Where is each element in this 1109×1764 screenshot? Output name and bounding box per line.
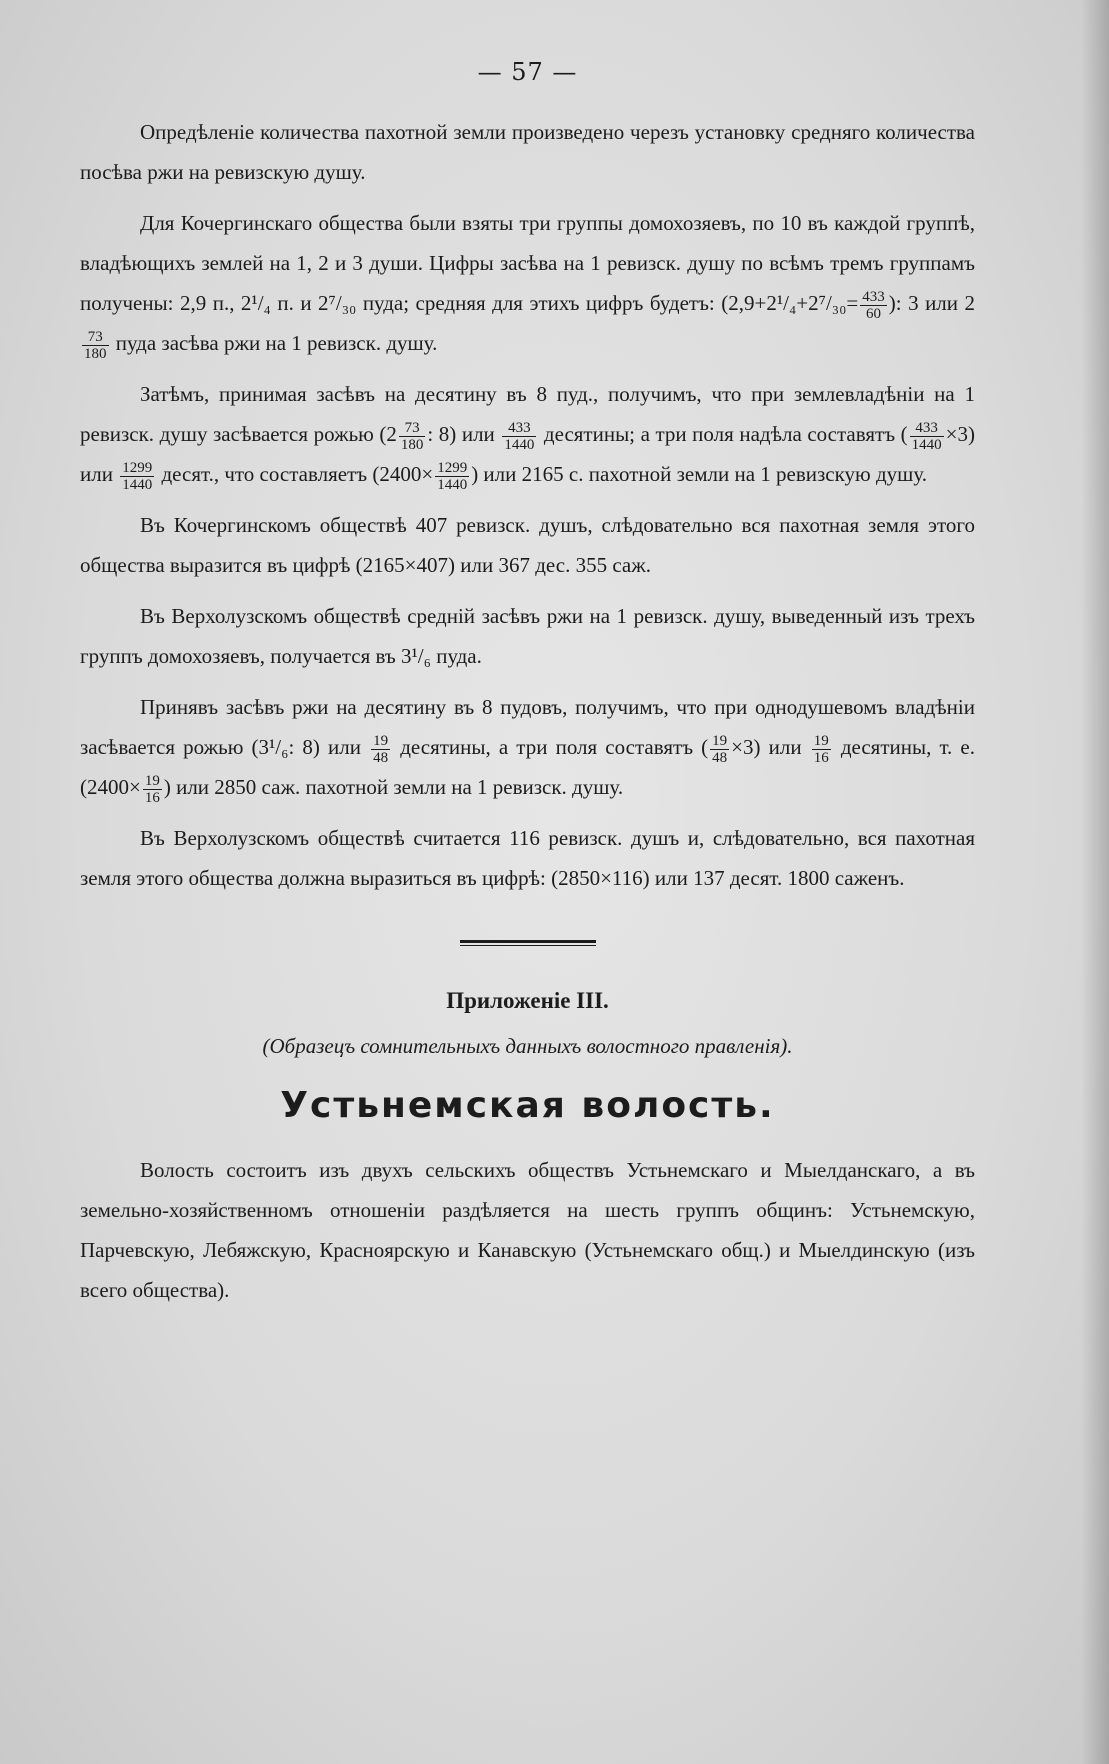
fraction-numerator: 19 — [373, 732, 389, 749]
paragraph-text: ) или 2165 с. пахотной земли на 1 ревизскую душу. — [471, 462, 927, 486]
paragraph-sowing-per-desyatina — [80, 374, 975, 494]
paragraph-text: ×3) или — [731, 735, 810, 759]
fraction-denominator: 1440 — [122, 476, 153, 493]
fraction-73-180 — [399, 420, 426, 453]
fraction-numerator: 433 — [508, 419, 531, 436]
paragraph-text: ): 3 или 2 — [888, 291, 976, 315]
paragraph-text: ) или 2850 саж. пахотной земли на 1 ревизск. душу. — [163, 775, 624, 799]
page-spine-shadow — [1081, 0, 1109, 1764]
fraction-denominator: 48 — [712, 749, 728, 766]
page-content — [80, 58, 975, 1321]
paragraph-verkholuzsk-calc — [80, 687, 975, 807]
fraction-denominator: 1440 — [911, 436, 942, 453]
fraction-numerator: 73 — [87, 328, 103, 345]
fraction-433-1440 — [910, 420, 944, 453]
paragraph-verkholuzsk-sowing: Въ Верхолузскомъ обществѣ средній засѣвъ ржи на 1 ревизск. душу, выведенный изъ трехъ группъ домохозяевъ, получается въ 3¹/₆ пуда. — [80, 604, 975, 668]
paragraph-volost-description: Волость состоитъ изъ двухъ сельскихъ обществъ Устьнемскаго и Мыелданскаго, а въ земельно-хозяйственномъ отношеніи раздѣляется на шесть группъ общинъ: Устьнемскую, Парчевскую, Лебяжскую, Краснoярскую и Канавскую (Устьнемскаго общ.) и Мыелдинскую (изъ всего общества). — [80, 1158, 975, 1302]
fraction-denominator: 180 — [400, 436, 424, 453]
paragraph-text: пуда засѣва ржи на 1 ревизск. душу. — [110, 331, 438, 355]
paragraph-text: : 8) или — [427, 422, 501, 446]
fraction-433-60 — [860, 289, 887, 322]
appendix-title: Приложеніе III. — [446, 988, 609, 1013]
paragraph-text: ×3) или — [80, 422, 975, 486]
fraction-numerator: 19 — [144, 772, 160, 789]
paragraph-text: Принявъ засѣвъ ржи на десятину въ 8 пудовъ, получимъ, что при однодушевомъ владѣніи засѣвается рожью (3¹/₆: 8) или — [80, 695, 975, 759]
fraction-denominator: 1440 — [504, 436, 535, 453]
fraction-numerator: 1299 — [437, 459, 468, 476]
fraction-numerator: 73 — [404, 419, 420, 436]
fraction-numerator: 433 — [915, 419, 938, 436]
fraction-19-48 — [710, 733, 729, 766]
fraction-73-180 — [82, 329, 109, 362]
paragraph-text: десятины, а три поля составятъ ( — [392, 735, 709, 759]
fraction-denominator: 180 — [84, 345, 107, 362]
sample-note: (Образецъ сомнительныхъ данныхъ волостного правленія). — [262, 1034, 793, 1058]
fraction-19-16 — [143, 773, 162, 806]
fraction-denominator: 16 — [813, 749, 829, 766]
fraction-19-16 — [812, 733, 831, 766]
fraction-denominator: 48 — [373, 749, 389, 766]
paragraph-text: десятины, т. е. (2400× — [80, 735, 975, 799]
paragraph-text: Для Кочергинскаго общества были взяты три группы домохозяевъ, по 10 въ каждой группѣ, владѣющихъ землей на 1, 2 и 3 души. Цифры засѣва на 1 ревизск. душу по всѣмъ тремъ группамъ получены: 2,9 п., 2¹/₄ п. и 2⁷/₃₀ пуда; средняя для этихъ цифръ будетъ: (2,9+2¹/₄+2⁷/₃₀= — [80, 211, 975, 315]
paragraph-kocherginsk-total: Въ Кочергинскомъ обществѣ 407 ревизск. душъ, слѣдовательно вся пахотная земля этого общества выразится въ цифрѣ (2165×407) или 367 дес. 355 саж. — [80, 513, 975, 577]
fraction-numerator: 1299 — [122, 459, 153, 476]
fraction-1299-1440 — [120, 460, 154, 493]
section-divider — [460, 940, 596, 946]
fraction-numerator: 19 — [813, 732, 829, 749]
fraction-numerator: 433 — [862, 288, 885, 305]
fraction-numerator: 19 — [712, 732, 728, 749]
paragraph-text: десят., что составляетъ (2400× — [156, 462, 434, 486]
fraction-denominator: 1440 — [437, 476, 468, 493]
fraction-19-48 — [371, 733, 390, 766]
fraction-433-1440 — [502, 420, 536, 453]
paragraph-arable-land-method: Опредѣленіе количества пахотной земли произведено черезъ установку средняго количества посѣва ржи на ревизскую душу. — [80, 120, 975, 184]
paragraph-text: Затѣмъ, принимая засѣвъ на десятину въ 8 пуд., получимъ, что при землевладѣніи на 1 ревизск. душу засѣвается рожью (2 — [80, 382, 975, 446]
fraction-denominator: 60 — [860, 305, 887, 322]
fraction-denominator: 16 — [144, 789, 160, 806]
paragraph-text: десятины; а три поля надѣла составятъ ( — [538, 422, 908, 446]
paragraph-kocherginsk-groups — [80, 203, 975, 363]
fraction-1299-1440 — [435, 460, 469, 493]
section-heading: Устьнемская волость. — [280, 1085, 775, 1126]
paragraph-verkholuzsk-total: Въ Верхолузскомъ обществѣ считается 116 ревизск. душъ и, слѣдовательно, вся пахотная земля этого общества должна выразиться въ цифрѣ: (2850×116) или 137 десят. 1800 саженъ. — [80, 826, 975, 890]
page-number: — 57 — — [477, 58, 578, 86]
